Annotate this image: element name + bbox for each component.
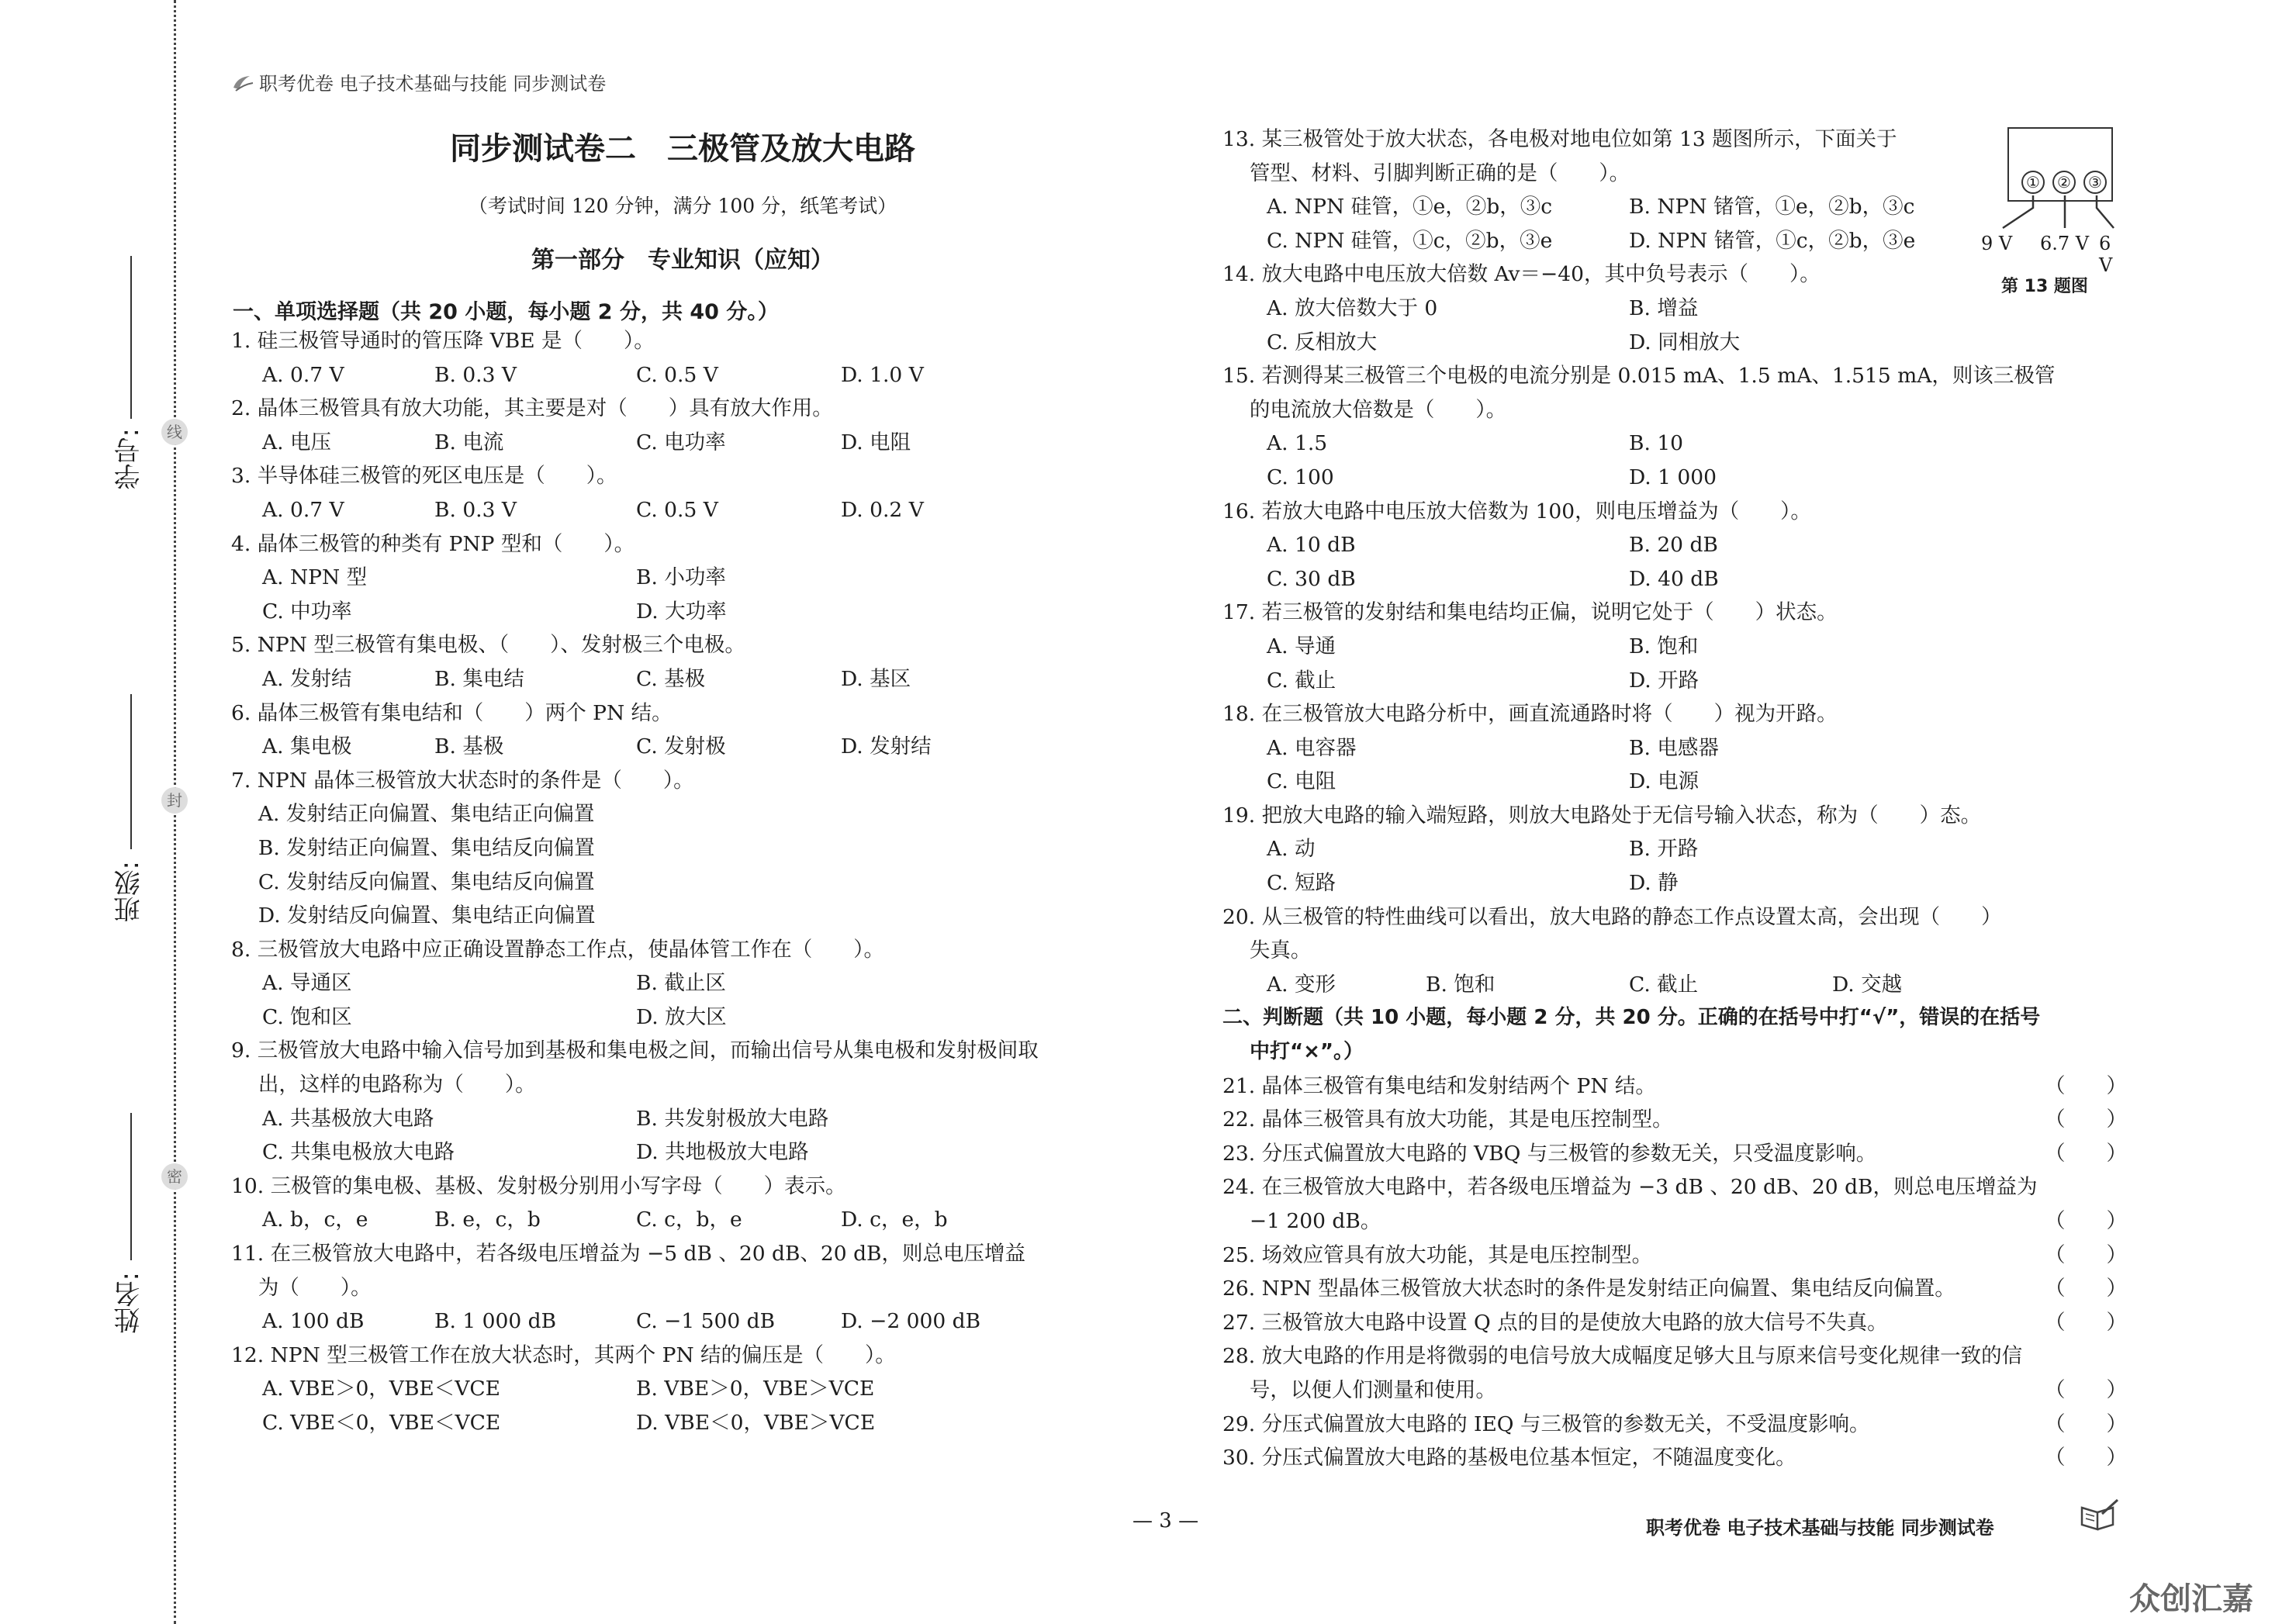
part-heading: 第一部分 专业知识（应知） (531, 247, 834, 274)
question-line (1222, 1272, 2127, 1306)
question-text: 18. 在三极管放大电路分析中，画直流通路时将（ ）视为开路。 (1222, 702, 1838, 727)
answer-parentheses[interactable]: （ ） (2045, 1209, 2127, 1233)
option-c[interactable]: C. 电功率 (636, 430, 726, 454)
question-line (1222, 1204, 2127, 1239)
question-text: 13. 某三极管处于放大状态，各电极对地电位如第 13 题图所示，下面关于 (1222, 127, 1897, 151)
question-line (1222, 495, 2127, 529)
question-13-figure (1981, 126, 2125, 296)
question-text: 25. 场效应管具有放大功能，其是电压控制型。 (1222, 1242, 1653, 1267)
footer-title: 职考优卷 电子技术基础与技能 同步测试卷 (1646, 1517, 1994, 1539)
option-b[interactable]: B. 电流 (434, 430, 504, 454)
option-row (231, 561, 1131, 595)
option-c[interactable]: B. 共发射极放大电路 (636, 1106, 829, 1131)
seal-mark-secret: 密 (161, 1163, 188, 1190)
name-label: 姓名: (114, 1272, 145, 1334)
option-a[interactable]: C. VBE＜0，VBE＜VCE (262, 1411, 501, 1435)
option-c[interactable]: D. VBE＜0，VBE＞VCE (636, 1411, 876, 1435)
option-d[interactable]: D. 0.2 V (841, 497, 924, 522)
option-row (1222, 461, 2127, 495)
option-row (1222, 731, 2127, 765)
option-d[interactable]: D. 发射结 (841, 734, 932, 759)
option-row (231, 1000, 1131, 1035)
seal-mark-line: 线 (161, 419, 188, 445)
exam-subtitle: （考试时间 120 分钟，满分 100 分，纸笔考试） (468, 195, 897, 217)
page-number: — 3 — (1132, 1509, 1199, 1532)
option-c[interactable]: D. 开路 (1629, 668, 1700, 693)
running-header (231, 68, 606, 95)
option-a[interactable]: A. 发射结 (262, 666, 352, 691)
option-b[interactable]: B. 1 000 dB (434, 1309, 557, 1334)
question-text: C. 发射结反向偏置、集电结反向偏置 (231, 869, 595, 894)
question-line (231, 933, 1131, 967)
option-a[interactable]: A. NPN 型 (262, 565, 368, 590)
question-line (231, 324, 1131, 358)
question-text: 8. 三极管放大电路中应正确设置静态工作点，使晶体管工作在（ ）。 (231, 937, 884, 962)
option-a[interactable]: A. 导通区 (262, 971, 352, 996)
question-text: 12. NPN 型三极管工作在放大状态时，其两个 PN 结的偏压是（ ）。 (231, 1342, 896, 1367)
question-text: 21. 晶体三极管有集电结和发射结两个 PN 结。 (1222, 1073, 1656, 1098)
pin-2: ② (2052, 171, 2076, 194)
option-row (231, 426, 1131, 460)
question-text: 22. 晶体三极管具有放大功能，其是电压控制型。 (1222, 1107, 1673, 1132)
option-row (1222, 630, 2127, 664)
question-line (231, 459, 1131, 493)
answer-parentheses[interactable]: （ ） (2045, 1377, 2127, 1402)
class-label: 班级: (114, 861, 145, 923)
question-line (1222, 359, 2127, 393)
question-text: 管型、材料、引脚判断正确的是（ ）。 (1222, 161, 1630, 185)
option-a[interactable]: A. 0.7 V (262, 362, 344, 387)
question-text: 27. 三极管放大电路中设置 Q 点的目的是使放大电路的放大信号不失真。 (1222, 1310, 1888, 1335)
option-d[interactable]: D. 基区 (841, 666, 911, 691)
option-c[interactable]: B. NPN 锗管，①e，②b，③c (1629, 195, 1915, 219)
question-text: D. 发射结反向偏置、集电结正向偏置 (231, 904, 596, 928)
option-row (231, 730, 1131, 764)
option-d[interactable]: D. 1.0 V (841, 362, 924, 387)
option-a[interactable]: A. 10 dB (1267, 533, 1356, 558)
option-a[interactable]: A. b，c，e (262, 1208, 368, 1232)
question-line (1222, 1001, 2127, 1035)
option-a[interactable]: C. 共集电极放大电路 (262, 1140, 455, 1165)
voltage-pin-2: 6.7 V (2040, 233, 2090, 254)
student-no-label: 学号: (114, 428, 145, 490)
answer-parentheses[interactable]: （ ） (2045, 1446, 2127, 1470)
question-text: 29. 分压式偏置放大电路的 IEQ 与三极管的参数无关，不受温度影响。 (1222, 1411, 1870, 1436)
option-row (1222, 832, 2127, 866)
question-line (231, 696, 1131, 731)
question-line (1222, 1069, 2127, 1104)
question-line (231, 831, 1131, 866)
option-row (231, 1102, 1131, 1136)
option-c[interactable]: D. 电源 (1629, 769, 1700, 794)
question-text: 出，这样的电路称为（ ）。 (231, 1073, 536, 1097)
option-row (1222, 427, 2127, 461)
page-title: 同步测试卷二 三极管及放大电路 (450, 131, 915, 167)
question-text: −1 200 dB。 (1222, 1209, 1381, 1233)
option-row (231, 1372, 1131, 1406)
question-line (1222, 934, 2127, 968)
option-c[interactable]: B. 20 dB (1629, 533, 1718, 558)
option-c[interactable]: B. 增益 (1629, 295, 1699, 320)
question-text: 24. 在三极管放大电路中，若各级电压增益为 −3 dB 、20 dB、20 dB，则总电压增益为 (1222, 1175, 2038, 1200)
option-a[interactable]: C. 30 dB (1267, 566, 1356, 591)
question-line (1222, 596, 2127, 630)
option-a[interactable]: A. 电压 (262, 430, 331, 454)
question-text: 中打“×”。） (1222, 1040, 1364, 1064)
option-row (231, 1203, 1131, 1237)
question-text: 19. 把放大电路的输入端短路，则放大电路处于无信号输入状态，称为（ ）态。 (1222, 803, 1982, 828)
option-c[interactable]: C. −1 500 dB (636, 1309, 776, 1334)
option-a[interactable]: A. 变形 (1267, 972, 1336, 997)
question-line (1222, 1137, 2127, 1171)
question-line (1222, 1035, 2127, 1069)
option-c[interactable]: C. 0.5 V (636, 497, 718, 522)
option-c[interactable]: D. NPN 锗管，①c，②b，③e (1629, 228, 1916, 253)
option-b[interactable]: B. 基极 (434, 734, 504, 759)
answer-parentheses[interactable]: （ ） (2045, 1141, 2127, 1166)
question-text: 失真。 (1222, 938, 1312, 963)
question-text: 14. 放大电路中电压放大倍数 Av＝−40，其中负号表示（ ）。 (1222, 262, 1821, 287)
pin-1: ① (2021, 171, 2045, 194)
class-line (130, 694, 132, 849)
question-text: 1. 硅三极管导通时的管压降 VBE 是（ ）。 (231, 329, 655, 353)
answer-parentheses[interactable]: （ ） (2045, 1107, 2127, 1132)
option-row (1222, 664, 2127, 698)
question-text: 为（ ）。 (231, 1275, 372, 1300)
option-d[interactable]: D. 交越 (1832, 972, 1903, 997)
question-line (231, 527, 1131, 561)
question-text: 26. NPN 型晶体三极管放大状态时的条件是发射结正向偏置、集电结反向偏置。 (1222, 1277, 1955, 1301)
option-c[interactable]: B. 10 (1629, 431, 1684, 456)
question-text: 5. NPN 型三极管有集电极、（ ）、发射极三个电极。 (231, 633, 745, 658)
question-line (231, 1068, 1131, 1102)
option-c[interactable]: D. 共地极放大电路 (636, 1140, 809, 1165)
student-no-line (130, 256, 132, 419)
question-line (1222, 1441, 2127, 1475)
option-d[interactable]: D. c，e，b (841, 1208, 948, 1232)
voltage-pin-3: 6 V (2099, 233, 2113, 276)
voltage-pin-1: 9 V (1981, 233, 2013, 254)
option-a[interactable]: A. NPN 硅管，①e，②b，③c (1267, 195, 1553, 219)
question-line (1222, 697, 2127, 731)
question-line (1222, 799, 2127, 833)
watermark: 众创汇嘉 (2129, 1581, 2253, 1617)
question-text: 17. 若三极管的发射结和集电结均正偏，说明它处于（ ）状态。 (1222, 600, 1838, 625)
option-c[interactable]: D. 静 (1629, 871, 1679, 896)
question-text: 6. 晶体三极管有集电结和（ ）两个 PN 结。 (231, 700, 673, 725)
option-c[interactable]: C. c，b，e (636, 1208, 742, 1232)
question-line (1222, 1373, 2127, 1408)
pin-3: ③ (2083, 171, 2107, 194)
question-text: 7. NPN 晶体三极管放大状态时的条件是（ ）。 (231, 768, 694, 793)
option-b[interactable]: B. 集电结 (434, 666, 524, 691)
option-a[interactable]: C. 短路 (1267, 871, 1336, 896)
question-line (231, 1339, 1131, 1373)
figure-caption: 第 13 题图 (2001, 277, 2088, 296)
question-line (1222, 1408, 2127, 1442)
question-line (1222, 1170, 2127, 1204)
option-row (1222, 866, 2127, 900)
question-line (231, 628, 1131, 662)
question-line (231, 797, 1131, 831)
option-a[interactable]: A. 100 dB (262, 1309, 365, 1334)
answer-parentheses[interactable]: （ ） (2045, 1242, 2127, 1267)
question-text: 11. 在三极管放大电路中，若各级电压增益为 −5 dB 、20 dB、20 dB，则总电压增益 (231, 1242, 1026, 1266)
question-text: 的电流放大倍数是（ ）。 (1222, 397, 1507, 422)
option-a[interactable]: C. 饱和区 (262, 1004, 352, 1029)
option-c[interactable]: C. 0.5 V (636, 362, 718, 387)
option-row (1222, 968, 2127, 1002)
option-row (231, 1304, 1131, 1339)
question-line (231, 392, 1131, 426)
left-question-column (231, 324, 1131, 1440)
option-a[interactable]: C. 中功率 (262, 599, 352, 624)
question-text: 23. 分压式偏置放大电路的 VBQ 与三极管的参数无关，只受温度影响。 (1222, 1141, 1877, 1166)
name-line (130, 1113, 132, 1260)
option-a[interactable]: A. 导通 (1267, 634, 1336, 658)
option-a[interactable]: C. 电阻 (1267, 769, 1336, 794)
question-text: 16. 若放大电路中电压放大倍数为 100，则电压增益为（ ）。 (1222, 499, 1811, 523)
option-a[interactable]: C. 100 (1267, 465, 1334, 489)
option-c[interactable]: D. 1 000 (1629, 465, 1717, 489)
logo-swoosh-icon (231, 74, 254, 94)
question-line (1222, 393, 2127, 427)
option-row (231, 493, 1131, 527)
option-row (1222, 528, 2127, 562)
option-c[interactable]: B. 小功率 (636, 565, 726, 590)
question-line (231, 1237, 1131, 1271)
option-a[interactable]: A. VBE＞0，VBE＜VCE (262, 1377, 501, 1401)
option-c[interactable]: B. 截止区 (636, 971, 726, 996)
question-line (1222, 1103, 2127, 1137)
question-line (1222, 1306, 2127, 1340)
option-a[interactable]: A. 1.5 (1267, 431, 1328, 456)
option-c[interactable]: D. 放大区 (636, 1004, 727, 1029)
option-c[interactable]: B. VBE＞0，VBE＞VCE (636, 1377, 875, 1401)
option-b[interactable]: B. 饱和 (1426, 972, 1496, 997)
option-row (231, 1135, 1131, 1170)
option-a[interactable]: C. 截止 (1267, 668, 1336, 693)
option-a[interactable]: A. 共基极放大电路 (262, 1106, 434, 1131)
option-row (1222, 765, 2127, 799)
question-line (231, 1271, 1131, 1305)
question-line (1222, 1239, 2127, 1273)
right-question-column (1222, 123, 2127, 1475)
option-row (231, 595, 1131, 629)
option-c[interactable]: D. 同相放大 (1629, 330, 1741, 354)
option-a[interactable]: A. 集电极 (262, 734, 352, 759)
answer-parentheses[interactable]: （ ） (2045, 1411, 2127, 1436)
question-line (231, 899, 1131, 933)
question-text: 3. 半导体硅三极管的死区电压是（ ）。 (231, 464, 617, 489)
question-text: 28. 放大电路的作用是将微弱的电信号放大成幅度足够大且与原来信号变化规律一致的信 (1222, 1344, 2023, 1369)
question-text: 15. 若测得某三极管三个电极的电流分别是 0.015 mA、1.5 mA、1.515 mA，则该三极管 (1222, 364, 2056, 389)
option-c[interactable]: D. 40 dB (1629, 566, 1719, 591)
question-line (231, 1170, 1131, 1204)
answer-parentheses[interactable]: （ ） (2045, 1277, 2127, 1301)
question-line (1222, 900, 2127, 935)
option-b[interactable]: B. 0.3 V (434, 497, 517, 522)
question-text: 30. 分压式偏置放大电路的基极电位基本恒定，不随温度变化。 (1222, 1446, 1796, 1470)
question-line (231, 866, 1131, 900)
option-c[interactable]: B. 电感器 (1629, 735, 1719, 760)
question-line (1222, 1339, 2127, 1373)
question-text: 号，以便人们测量和使用。 (1222, 1377, 1496, 1402)
option-row (231, 1406, 1131, 1440)
option-c[interactable]: C. 截止 (1629, 972, 1699, 997)
option-row (231, 358, 1131, 392)
question-text: 9. 三极管放大电路中输入信号加到基极和集电极之间，而输出信号从集电极和发射极间取 (231, 1038, 1039, 1063)
option-c[interactable]: D. 大功率 (636, 599, 727, 624)
question-text: 4. 晶体三极管的种类有 PNP 型和（ ）。 (231, 531, 635, 556)
option-d[interactable]: D. 电阻 (841, 430, 911, 454)
option-c[interactable]: C. 基极 (636, 666, 706, 691)
seal-mark-seal: 封 (161, 787, 188, 814)
option-b[interactable]: B. e，c，b (434, 1208, 541, 1232)
question-text: 二、判断题（共 10 小题，每小题 2 分，共 20 分。正确的在括号中打“√”，错误的在括号 (1222, 1006, 2041, 1030)
option-c[interactable]: C. 发射极 (636, 734, 726, 759)
option-a[interactable]: A. 动 (1267, 837, 1316, 862)
question-text: 20. 从三极管的特性曲线可以看出，放大电路的静态工作点设置太高，会出现（ ） (1222, 904, 2002, 929)
option-a[interactable]: C. 反相放大 (1267, 330, 1378, 354)
option-c[interactable]: B. 开路 (1629, 837, 1699, 862)
option-row (231, 966, 1131, 1000)
option-row (1222, 562, 2127, 596)
pin-leads (1986, 194, 2125, 233)
question-text: A. 发射结正向偏置、集电结正向偏置 (231, 802, 595, 827)
option-a[interactable]: C. NPN 硅管，①c，②b，③e (1267, 228, 1553, 253)
pin-labels (2021, 171, 2107, 194)
question-text: 2. 晶体三极管具有放大功能，其主要是对（ ）具有放大作用。 (231, 396, 833, 421)
option-a[interactable]: A. 0.7 V (262, 497, 344, 522)
option-d[interactable]: D. −2 000 dB (841, 1309, 981, 1334)
question-line (231, 764, 1131, 798)
option-a[interactable]: A. 放大倍数大于 0 (1267, 295, 1438, 320)
question-line (231, 1034, 1131, 1068)
option-b[interactable]: B. 0.3 V (434, 362, 517, 387)
option-row (1222, 292, 2127, 326)
section-one-heading: 一、单项选择题（共 20 小题，每小题 2 分，共 40 分。） (233, 300, 779, 324)
question-text: B. 发射结正向偏置、集电结反向偏置 (231, 835, 595, 860)
question-text: 10. 三极管的集电极、基极、发射极分别用小写字母（ ）表示。 (231, 1173, 846, 1198)
answer-parentheses[interactable]: （ ） (2045, 1073, 2127, 1098)
option-row (231, 662, 1131, 696)
option-c[interactable]: B. 饱和 (1629, 634, 1699, 658)
option-a[interactable]: A. 电容器 (1267, 735, 1357, 760)
option-row (1222, 326, 2127, 360)
answer-parentheses[interactable]: （ ） (2045, 1310, 2127, 1335)
book-icon (2079, 1497, 2121, 1532)
running-header-text: 职考优卷 电子技术基础与技能 同步测试卷 (259, 73, 607, 95)
